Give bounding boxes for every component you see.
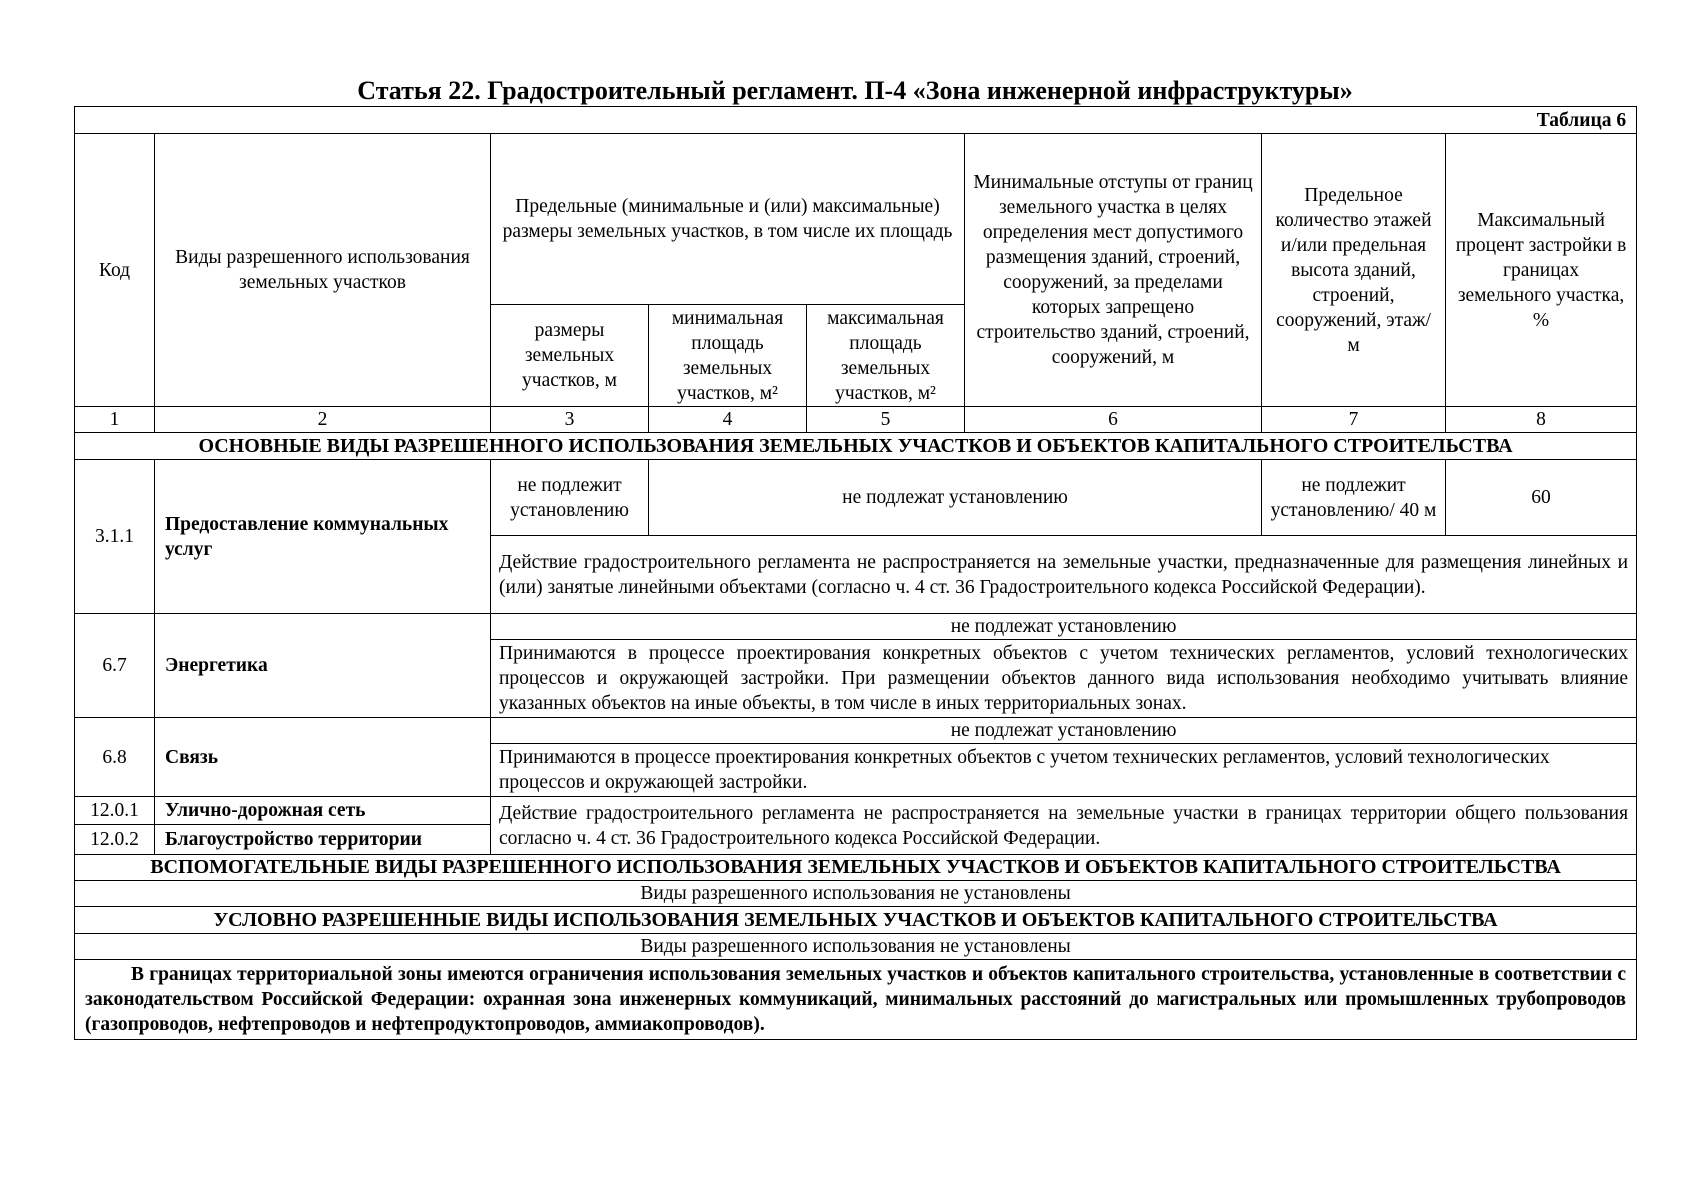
header-use-types: Виды разрешенного использования земельных участков — [155, 134, 491, 407]
row-areas-setbacks: не подлежат установлению — [649, 460, 1262, 536]
section-main-header: ОСНОВНЫЕ ВИДЫ РАЗРЕШЕННОГО ИСПОЛЬЗОВАНИЯ ЗЕМЕЛЬНЫХ УЧАСТКОВ И ОБЪЕКТОВ КАПИТАЛЬНОГО СТРОИТЕЛЬСТВА — [75, 433, 1637, 460]
header-setbacks: Минимальные отступы от границ земельного участка в целях определения мест допустимого размещения зданий, строений, сооружений, за пределами которых запрещено строительство зданий, строений, сооружений, м — [965, 134, 1262, 407]
header-floors: Предельное количество этажей и/или предельная высота зданий, строений, сооружений, этаж/м — [1262, 134, 1446, 407]
table-row — [75, 614, 1637, 640]
row-code: 3.1.1 — [75, 460, 155, 614]
row-use-name: Предоставление коммунальных услуг — [155, 460, 491, 614]
row-note: Принимаются в процессе проектирования конкретных объектов с учетом технических регламентов, условий технологических процессов и окружающей застройки. — [491, 744, 1637, 797]
row-note: Действие градостроительного регламента не распространяется на земельные участки, предназначенные для размещения линейных и (или) занятые линейными объектами (согласно ч. 4 ст. 36 Градостроительного кодекса Российской Федерации). — [491, 536, 1637, 614]
header-min-area: минимальная площадь земельных участков, м² — [649, 305, 807, 407]
section-auxiliary-value: Виды разрешенного использования не установлены — [75, 881, 1637, 907]
header-limit-sizes: Предельные (минимальные и (или) максимальные) размеры земельных участков, в том числе их площадь — [491, 134, 965, 305]
column-number: 6 — [965, 407, 1262, 433]
footer-note: В границах территориальной зоны имеются ограничения использования земельных участков и объектов капитального строительства, установленные в соответствии с законодательством Российской Федерации: охранная зона инженерных коммуникаций, минимальных расстояний до магистральных или промышленных трубопроводов (газопроводов, нефтепроводов и нефтепродуктопроводов, аммиакопроводов). — [75, 960, 1637, 1040]
row-code: 12.0.1 — [75, 797, 155, 825]
row-note: Действие градостроительного регламента не распространяется на земельные участки в границах территории общего пользования согласно ч. 4 ст. 36 Градостроительного кодекса Российской Федерации. — [491, 797, 1637, 855]
column-number: 1 — [75, 407, 155, 433]
table-row — [75, 460, 1637, 536]
row-code: 6.7 — [75, 614, 155, 718]
header-plot-sizes: размеры земельных участков, м — [491, 305, 649, 407]
row-plot-sizes: не подлежит установлению — [491, 460, 649, 536]
column-number: 5 — [807, 407, 965, 433]
section-auxiliary-header: ВСПОМОГАТЕЛЬНЫЕ ВИДЫ РАЗРЕШЕННОГО ИСПОЛЬЗОВАНИЯ ЗЕМЕЛЬНЫХ УЧАСТКОВ И ОБЪЕКТОВ КАПИТАЛЬНОГО СТРОИТЕЛЬСТВА — [75, 855, 1637, 881]
column-number: 8 — [1446, 407, 1637, 433]
row-use-name: Энергетика — [155, 614, 491, 718]
page-title: Статья 22. Градостроительный регламент. П-4 «Зона инженерной инфраструктуры» — [357, 76, 1353, 105]
section-conditional-value: Виды разрешенного использования не установлены — [75, 934, 1637, 960]
row-max-coverage: 60 — [1446, 460, 1637, 536]
header-max-area: максимальная площадь земельных участков, м² — [807, 305, 965, 407]
header-max-coverage: Максимальный процент застройки в границах земельного участка, % — [1446, 134, 1637, 407]
section-conditional-header: УСЛОВНО РАЗРЕШЕННЫЕ ВИДЫ ИСПОЛЬЗОВАНИЯ ЗЕМЕЛЬНЫХ УЧАСТКОВ И ОБЪЕКТОВ КАПИТАЛЬНОГО СТРОИТЕЛЬСТВА — [75, 907, 1637, 934]
column-number: 4 — [649, 407, 807, 433]
row-params: не подлежат установлению — [491, 718, 1637, 744]
row-use-name: Благоустройство территории — [155, 825, 491, 855]
header-code: Код — [75, 134, 155, 407]
column-number: 2 — [155, 407, 491, 433]
regulation-table — [74, 106, 1637, 1040]
row-params: не подлежат установлению — [491, 614, 1637, 640]
table-row — [75, 718, 1637, 744]
row-use-name: Связь — [155, 718, 491, 797]
column-numbers-row — [75, 407, 1637, 433]
column-number: 7 — [1262, 407, 1446, 433]
table-row — [75, 797, 1637, 825]
table-caption: Таблица 6 — [75, 107, 1637, 134]
row-code: 6.8 — [75, 718, 155, 797]
row-use-name: Улично-дорожная сеть — [155, 797, 491, 825]
row-floors: не подлежит установлению/ 40 м — [1262, 460, 1446, 536]
row-note: Принимаются в процессе проектирования конкретных объектов с учетом технических регламентов, условий технологических процессов и окружающей застройки. При размещении объектов данного вида использования необходимо учитывать влияние указанных объектов на иные объекты, в том числе в иных территориальных зонах. — [491, 640, 1637, 718]
column-number: 3 — [491, 407, 649, 433]
row-code: 12.0.2 — [75, 825, 155, 855]
